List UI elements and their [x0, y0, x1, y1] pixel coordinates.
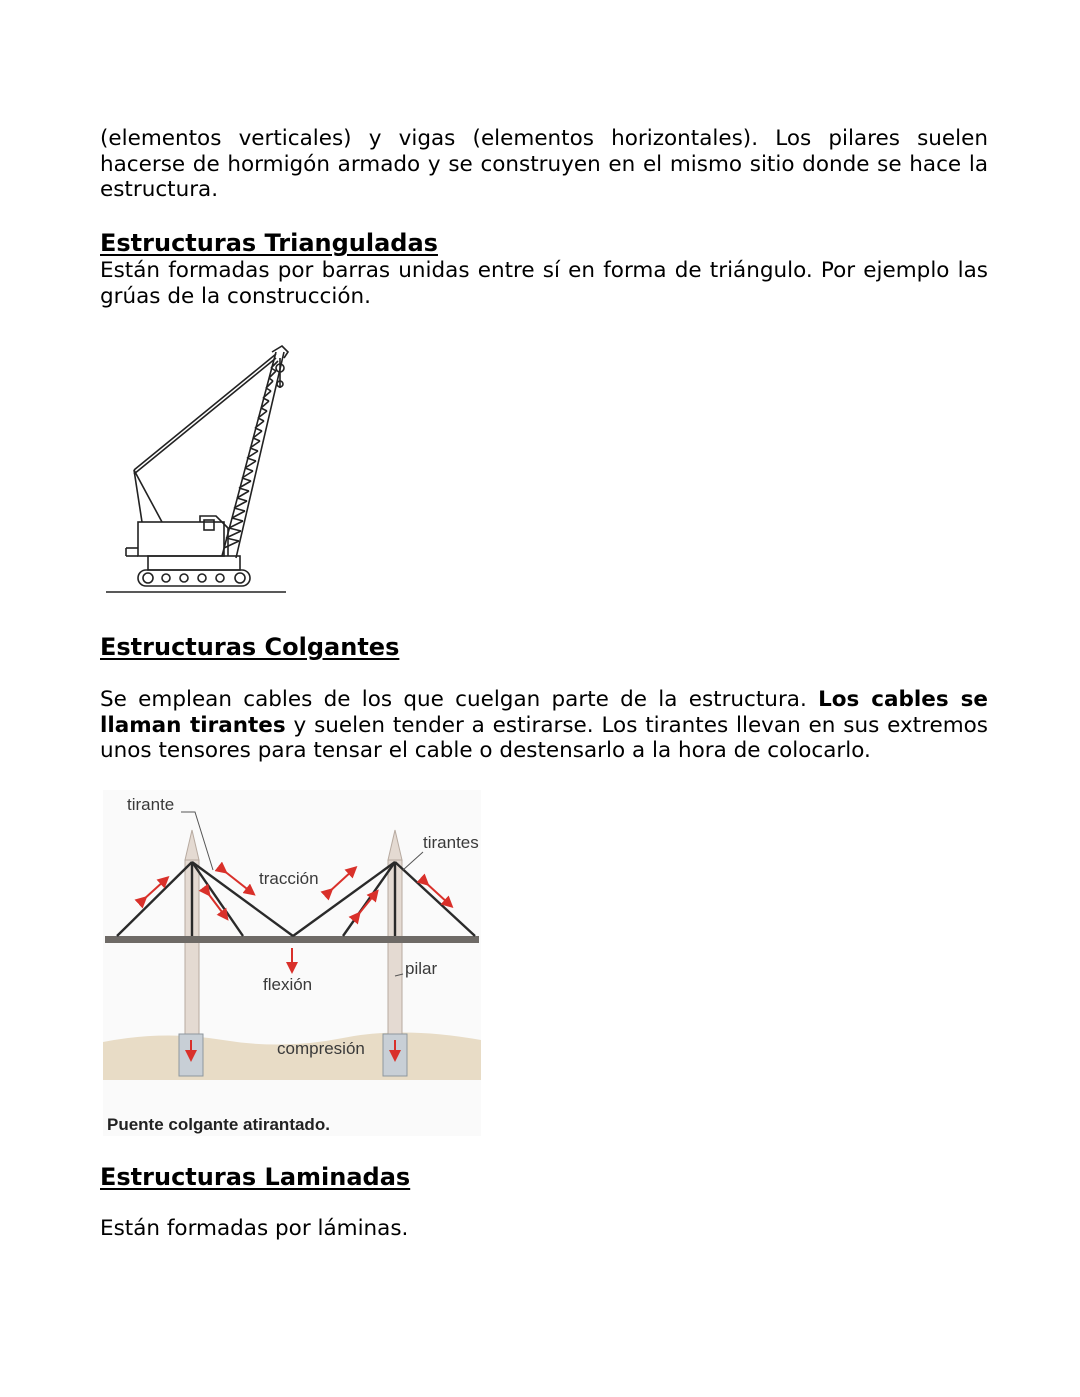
heading-colgantes: Estructuras Colgantes	[100, 633, 400, 661]
crane-body	[138, 522, 224, 556]
colgantes-text-bold: Los cables se llaman tirantes	[100, 687, 988, 738]
laminadas-paragraph: Están formadas por láminas.	[100, 1216, 409, 1241]
bridge-figure	[103, 790, 481, 1136]
bridge-deck	[105, 936, 479, 943]
intro-paragraph: (elementos verticales) y vigas (elementos horizontales). Los pilares suelen hacerse de hormigón armado y se construyen en el mismo sitio donde se hace la estructura.	[100, 126, 988, 202]
trianguladas-paragraph: Están formadas por barras unidas entre sí en forma de triángulo. Por ejemplo las grúas de la construcción.	[100, 258, 988, 309]
label-tirante-left: tirante	[127, 795, 175, 814]
crane-track	[138, 570, 250, 586]
label-traccion: tracción	[259, 869, 319, 888]
colgantes-text-1: Se emplean cables de los que cuelgan parte de la estructura.	[100, 687, 819, 712]
colgantes-text-2: y suelen tender a estirarse. Los tirantes llevan en sus extremos unos tensores para tensar el cable o destensarlo a la hora de colocarlo.	[100, 712, 989, 763]
crane-boom-upper	[222, 352, 276, 556]
heading-trianguladas: Estructuras Trianguladas	[100, 229, 438, 257]
label-compresion: compresión	[277, 1039, 365, 1058]
label-pilar: pilar	[405, 959, 438, 978]
label-flexion: flexión	[263, 975, 313, 994]
crane-base	[148, 556, 240, 570]
bridge-caption: Puente colgante atirantado.	[107, 1115, 330, 1134]
crane-illustration	[104, 338, 294, 600]
colgantes-paragraph	[100, 687, 988, 764]
heading-laminadas: Estructuras Laminadas	[100, 1163, 411, 1191]
label-tirante-right: tirantes	[423, 833, 479, 852]
